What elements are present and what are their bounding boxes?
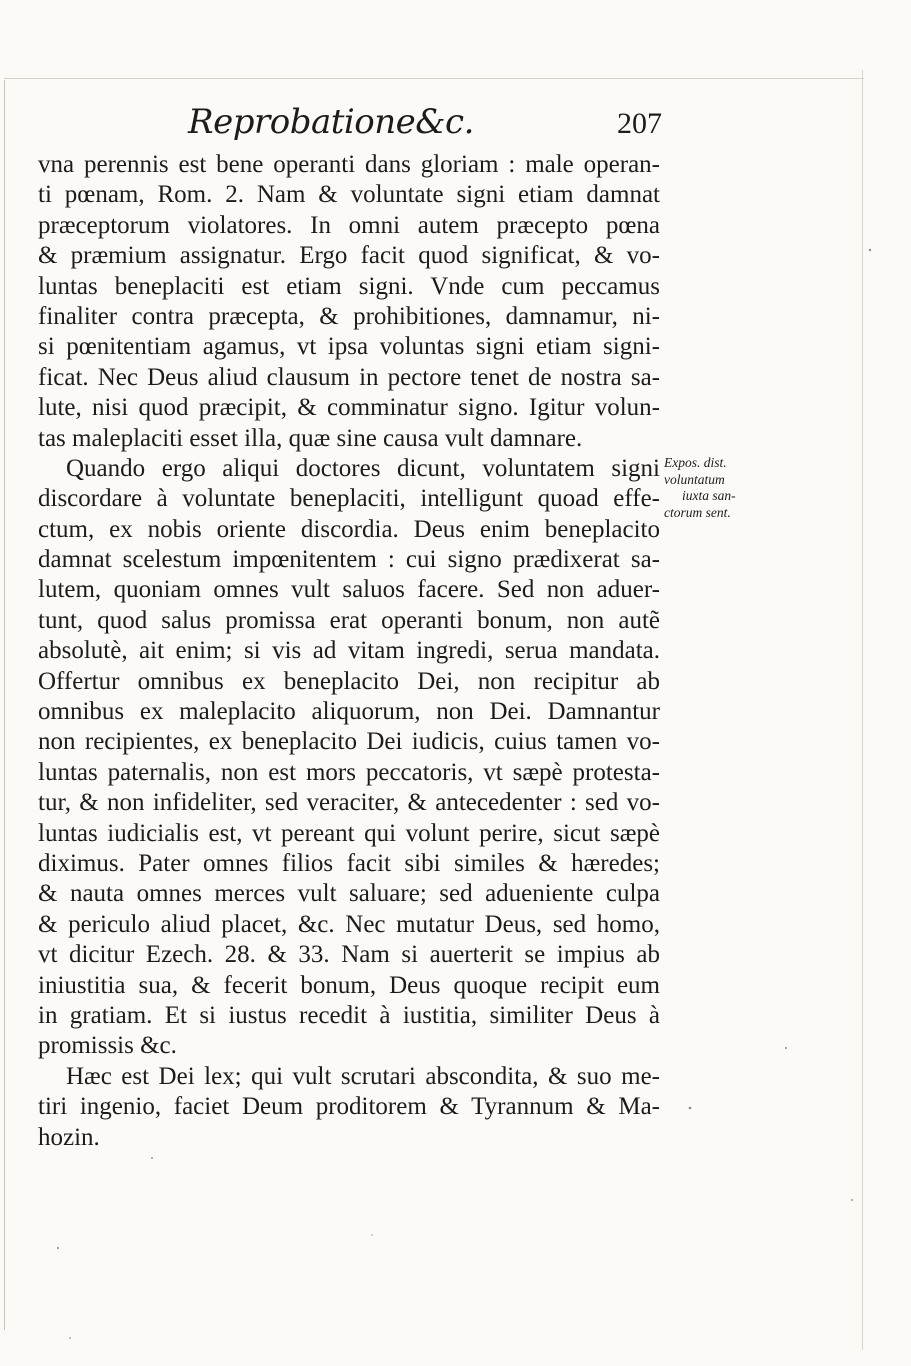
text-line: ti pœnam, Rom. 2. Nam & voluntate signi etiam damnat xyxy=(38,181,660,209)
marginal-note-line: voluntatum xyxy=(664,471,725,487)
text-line: diximus. Pater omnes filios facit sibi similes & hæredes; xyxy=(38,849,660,877)
page-number: 207 xyxy=(617,107,662,140)
marginal-note-line: iuxta san- xyxy=(682,488,736,503)
text-line: luntas paternalis, non est mors peccatoris, vt sæpè protesta- xyxy=(38,758,660,786)
text-line: omnibus ex maleplacito aliquorum, non Dei. Damnantur xyxy=(38,698,660,726)
text-line: tas maleplaciti esset illa, quæ sine causa vult damnare. xyxy=(38,424,583,452)
page-edge-top xyxy=(4,78,864,79)
text-line: tunt, quod salus promissa erat operanti bonum, non autẽ xyxy=(38,606,660,634)
text-line: Quando ergo aliqui doctores dicunt, voluntatem signi xyxy=(66,454,660,482)
text-line: si pœnitentiam agamus, vt ipsa voluntas signi etiam signi- xyxy=(38,333,660,361)
text-line: lutem, quoniam omnes vult saluos facere. Sed non aduer- xyxy=(38,576,660,604)
text-line: tur, & non infideliter, sed veraciter, & antecedenter : sed vo- xyxy=(38,789,660,817)
marginal-note-line: ctorum sent. xyxy=(664,504,731,520)
text-line: ficat. Nec Deus aliud clausum in pectore tenet de nostra sa- xyxy=(38,363,660,391)
page-edge-left xyxy=(4,80,5,1330)
text-line: discordare à voluntate beneplaciti, intelligunt quoad effe- xyxy=(38,485,660,513)
text-line: absolutè, ait enim; si vis ad vitam ingredi, serua mandata. xyxy=(38,637,660,665)
running-head-title: Reprobatione&c. xyxy=(188,102,474,142)
text-line: hozin. xyxy=(38,1123,100,1151)
text-line: tiri ingenio, faciet Deum proditorem & Tyrannum & Ma- xyxy=(38,1093,660,1121)
text-line: Hæc est Dei lex; qui vult scrutari abscondita, & suo me- xyxy=(66,1062,660,1090)
text-line: & nauta omnes merces vult saluare; sed adueniente culpa xyxy=(38,880,660,908)
text-line: vna perennis est bene operanti dans gloriam : male operan- xyxy=(38,151,660,178)
text-line: Offertur omnibus ex beneplacito Dei, non recipitur ab xyxy=(38,667,660,695)
text-line: ctum, ex nobis oriente discordia. Deus enim beneplacito xyxy=(38,515,660,543)
body-text xyxy=(38,150,660,1153)
text-line: non recipientes, ex beneplacito Dei iudicis, cuius tamen vo- xyxy=(38,728,660,756)
text-line: præceptorum violatores. In omni autem præcepto pœna xyxy=(38,211,660,239)
text-line: & periculo aliud placet, &c. Nec mutatur Deus, sed homo, xyxy=(38,910,660,938)
text-line: & præmium assignatur. Ergo facit quod significat, & vo- xyxy=(38,242,660,270)
text-line: vt dicitur Ezech. 28. & 33. Nam si auerterit se impius ab xyxy=(38,941,660,969)
marginal-note xyxy=(664,455,794,521)
text-line: lute, nisi quod præcipit, & comminatur signo. Igitur volun- xyxy=(38,394,660,422)
text-line: damnat scelestum impœnitentem : cui signo prædixerat sa- xyxy=(38,546,660,574)
text-line: luntas beneplaciti est etiam signi. Vnde cum peccamus xyxy=(38,272,660,300)
text-line: luntas iudicialis est, vt pereant qui volunt perire, sicut sæpè xyxy=(38,819,660,847)
text-line: promissis &c. xyxy=(38,1032,177,1060)
text-line: iniustitia sua, & fecerit bonum, Deus quoque recipit eum xyxy=(38,971,660,999)
running-head xyxy=(188,96,662,148)
page-edge-right xyxy=(862,70,863,1350)
text-line: finaliter contra præcepta, & prohibitiones, damnamur, ni- xyxy=(38,302,660,330)
text-line: in gratiam. Et si iustus recedit à iustitia, similiter Deus à xyxy=(38,1001,660,1029)
marginal-note-line: Expos. dist. xyxy=(664,455,727,470)
